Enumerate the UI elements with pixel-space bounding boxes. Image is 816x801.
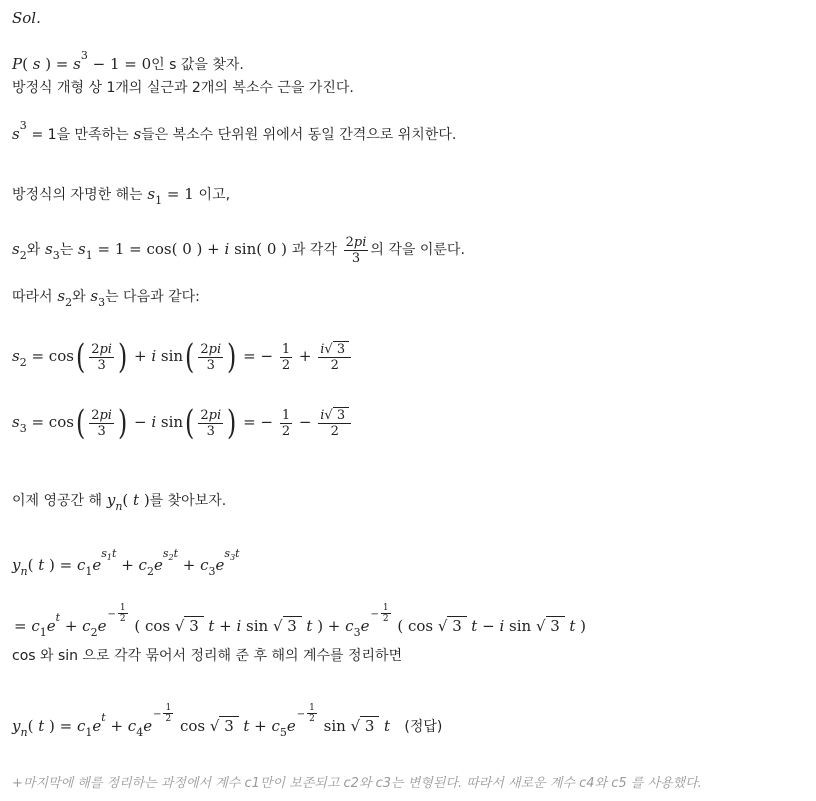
- line4-a: 방정식의 자명한 해는: [12, 187, 143, 203]
- line7-a: 이제 영공간 해: [12, 493, 103, 509]
- line3-a: = 1을 만족하는: [31, 127, 129, 143]
- s2-formula: $s_2 = \cos$( $\frac{2pi}{3}$ ) + i sin( $\frac{2pi}{3}$ ) = − $\frac{1}{2}$ + $\frac{i√ 3}{2}$: [12, 337, 350, 377]
- text-line-6: 따라서 $s_2$와 $s_3$는 다음과 같다:: [12, 287, 200, 309]
- footnote: +마지막에 해를 정리하는 과정에서 계수 c1만이 보존되고 c2와 c3는 변형된다. 따라서 새로운 계수 c4와 c5 를 사용했다.: [12, 776, 702, 791]
- line6-a: 따라서: [12, 289, 53, 305]
- general-solution: $y_n$( t ) = $c_1e^{s_1t} + c_2e^{s_2t} + c_3e^{s_3t}$: [12, 547, 240, 578]
- text-line-4: 방정식의 자명한 해는 $s_1 = 1$ 이고,: [12, 185, 231, 207]
- line3-b: 들은 복소수 단위원 위에서 동일 간격으로 위치한다.: [141, 127, 457, 143]
- line1-text: 인 s 값을 찾자.: [151, 57, 244, 73]
- expanded-solution: = $c_1e^t + c_2e-$ $\frac{1}{2}$ ( cos √ 3 t + i sin √ 3 t ) + $c_3e-$ $\frac{1}{2}$ ( cos √ 3 t − i sin √ 3 t ): [14, 602, 587, 639]
- text-line-5: $s_2$와 $s_3$는 $s_1 = 1 = \cos$( 0 ) + i sin( 0 ) 과 각각 $\frac{2pi}{3}$ 의 각을 이룬다.: [12, 234, 465, 266]
- sol-label: Sol.: [12, 9, 41, 27]
- final-answer: $y_n$( t ) = $c_1e^t + c_4e-$ $\frac{1}{2}$ cos √ 3 $t + c_5e-$ $\frac{1}{2}$ sin √ 3 t (정답): [12, 702, 443, 739]
- text-line-7: 이제 영공간 해 $y_n$( t )를 찾아보자.: [12, 491, 227, 513]
- line6-b: 와: [72, 289, 86, 305]
- answer-label: (정답): [404, 719, 443, 735]
- line4-b: 이고,: [198, 187, 231, 203]
- line7-b: 를 찾아보자.: [149, 493, 227, 509]
- text-line-2: 방정식 개형 상 1개의 실근과 2개의 복소수 근을 가진다.: [12, 80, 354, 96]
- line5-d: 의 각을 이룬다.: [370, 242, 465, 258]
- line6-c: 는 다음과 같다:: [105, 289, 200, 305]
- text-line-3: $s^3 = 1$을 만족하는 s들은 복소수 단위원 위에서 동일 간격으로 위치한다.: [12, 119, 457, 143]
- text-line-8: cos 와 sin 으로 각각 묶어서 정리해 준 후 해의 계수를 정리하면: [12, 648, 403, 664]
- s3-formula: $s_3 = \cos$( $\frac{2pi}{3}$ ) − i sin( $\frac{2pi}{3}$ ) = − $\frac{1}{2}$ − $\frac{i√ 3}{2}$: [12, 403, 350, 443]
- line5-a: 와: [26, 242, 41, 258]
- line5-c: 과 각각: [291, 242, 337, 258]
- line5-b: 는: [59, 242, 74, 258]
- equation-line-1: P( s ) = $s^3 - 1 = 0$인 s 값을 찾자.: [12, 49, 244, 73]
